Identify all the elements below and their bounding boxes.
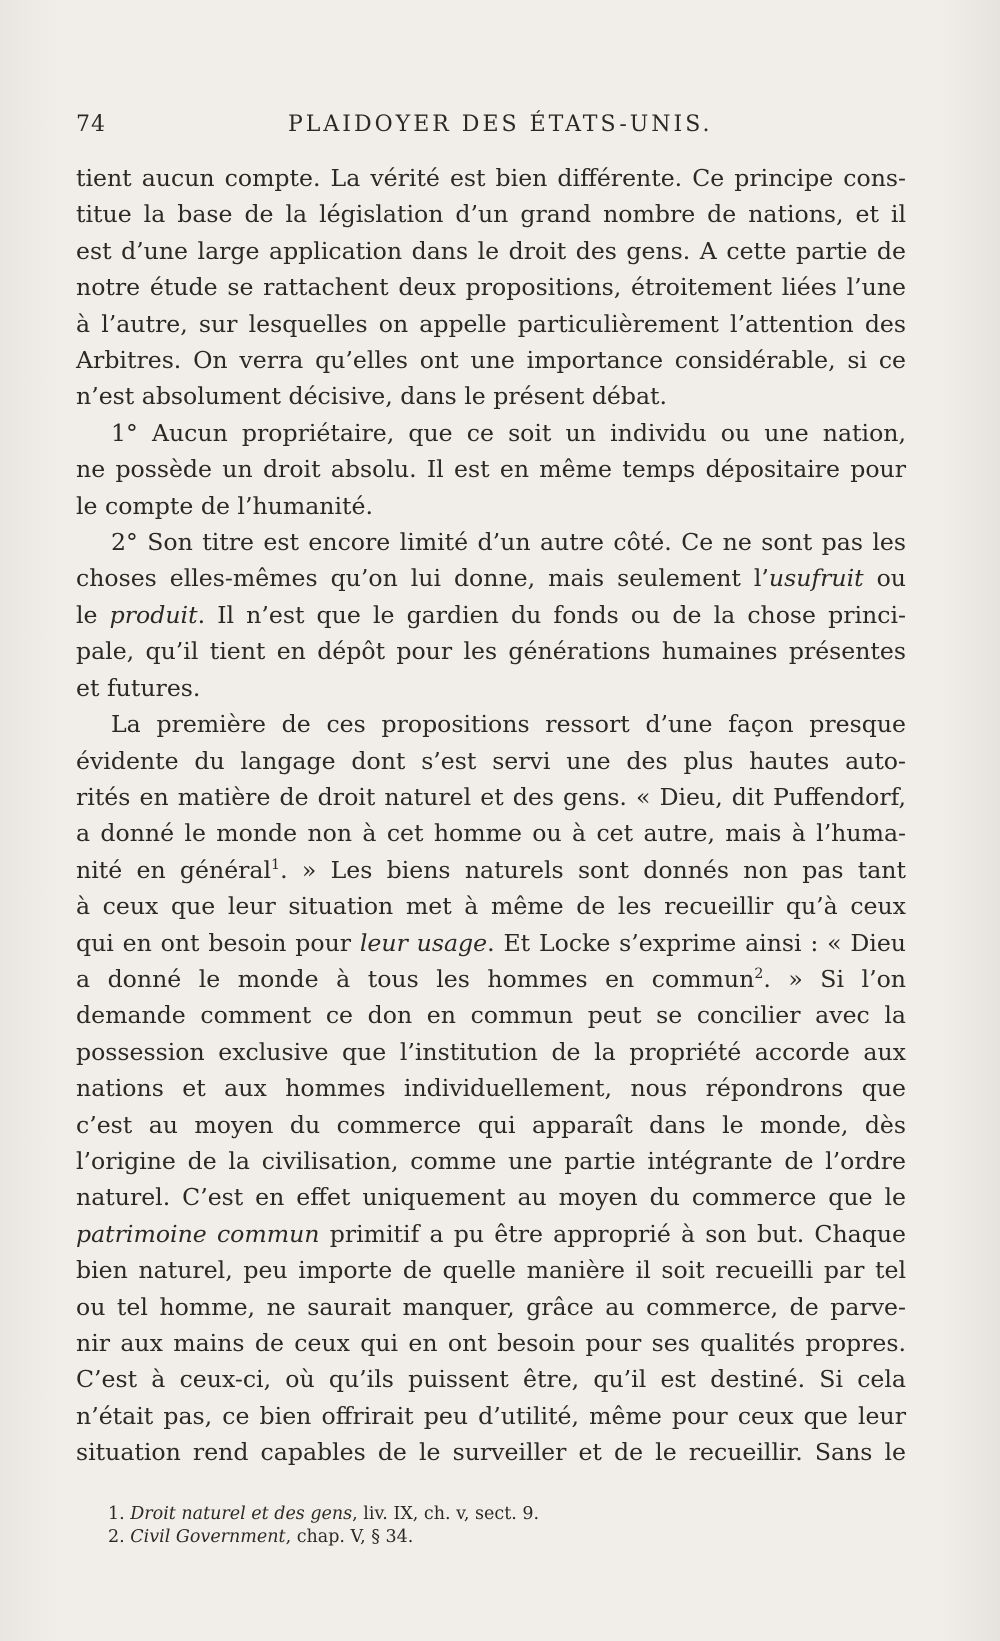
emphasis-leur-usage: leur usage (359, 928, 488, 957)
text-line: évidente du langage dont s’est servi une des plus hautes auto- (76, 746, 906, 775)
text-run: nité en général (76, 855, 272, 884)
text-line: n’est absolument décisive, dans le présent débat. (76, 382, 668, 411)
text-line: situation rend capables de le surveiller et de le recueillir. Sans le (76, 1438, 906, 1467)
footnote-reference: , liv. IX, ch. v, sect. 9. (352, 1504, 540, 1524)
text-run: . » Les biens naturels sont donnés non pas tant (280, 855, 906, 884)
text-run: . » Si l’on (763, 964, 906, 993)
text-line (76, 852, 906, 888)
text-line: demande comment ce don en commun peut se concilier avec la (76, 1001, 906, 1030)
text-run: qui en ont besoin pour (76, 928, 360, 957)
running-head (76, 112, 906, 142)
text-line: La première de ces propositions ressort d’une façon presque (111, 710, 906, 739)
footnote-ref-1: 1 (271, 856, 281, 873)
text-line: c’est au moyen du commerce qui apparaît dans le monde, dès (76, 1110, 906, 1139)
text-line: C’est à ceux-ci, où qu’ils puissent être, qu’il est destiné. Si cela (76, 1365, 906, 1394)
text-line (76, 597, 906, 633)
text-line: le compte de l’humanité. (76, 491, 373, 520)
text-line: et futures. (76, 673, 201, 702)
footnotes (108, 1503, 628, 1549)
text-line: rités en matière de droit naturel et des gens. « Dieu, dit Puffendorf, (76, 782, 906, 811)
text-line: l’origine de la civilisation, comme une partie intégrante de l’ordre (76, 1146, 906, 1175)
text-line: Arbitres. On verra qu’elles ont une importance considérable, si ce (76, 346, 906, 375)
footnote-1 (108, 1503, 628, 1526)
text-line: est d’une large application dans le droit des gens. A cette partie de (76, 236, 906, 265)
text-line (76, 560, 906, 596)
footnote-number: 1. (108, 1504, 125, 1524)
text-run: . Et Locke s’exprime ainsi : « Dieu (487, 928, 906, 957)
text-line: ne possède un droit absolu. Il est en même temps dépositaire pour (76, 455, 906, 484)
emphasis-usufruit: usufruit (768, 564, 864, 593)
text-line: tient aucun compte. La vérité est bien différente. Ce principe cons- (76, 164, 906, 192)
body-text (76, 160, 906, 1471)
text-run: . Il n’est que le gardien du fonds ou de la chose princi- (197, 600, 906, 629)
text-line: naturel. C’est en effet uniquement au moyen du commerce que le (76, 1183, 906, 1212)
text-line (76, 961, 906, 997)
footnote-number: 2. (108, 1527, 125, 1547)
text-line: bien naturel, peu importe de quelle manière il soit recueilli par tel (76, 1256, 906, 1285)
text-run: ou (863, 564, 906, 593)
emphasis-patrimoine-commun: patrimoine commun (76, 1219, 320, 1248)
text-line: à l’autre, sur lesquelles on appelle particulièrement l’attention des (76, 309, 906, 338)
text-line: possession exclusive que l’institution de la propriété accorde aux (76, 1037, 906, 1066)
text-line: nations et aux hommes individuellement, nous répondrons que (76, 1074, 906, 1103)
footnote-reference: , chap. V, § 34. (285, 1527, 414, 1547)
text-line: 2° Son titre est encore limité d’un autre côté. Ce ne sont pas les (111, 528, 906, 557)
text-line (76, 925, 906, 961)
text-run: primitif a pu être approprié à son but. Chaque (319, 1219, 907, 1248)
text-line: 1° Aucun propriétaire, que ce soit un individu ou une nation, (111, 418, 906, 447)
text-line: nir aux mains de ceux qui en ont besoin pour ses qualités propres. (76, 1329, 906, 1357)
text-line: à ceux que leur situation met à même de les recueillir qu’à ceux (76, 892, 906, 921)
text-line: a donné le monde non à cet homme ou à cet autre, mais à l’huma- (76, 819, 906, 848)
footnote-title: Civil Government (130, 1527, 286, 1547)
page-number: 74 (76, 112, 106, 137)
text-line: n’était pas, ce bien offrirait peu d’utilité, même pour ceux que leur (76, 1401, 906, 1430)
text-run: a donné le monde à tous les hommes en commun (76, 964, 755, 993)
footnote-2 (108, 1526, 628, 1549)
text-line: titue la base de la législation d’un grand nombre de nations, et il (76, 200, 906, 229)
text-run: choses elles-mêmes qu’on lui donne, mais seulement l’ (76, 564, 769, 593)
footnote-title: Droit naturel et des gens (130, 1504, 353, 1524)
text-line: notre étude se rattachent deux propositions, étroitement liées l’une (76, 273, 906, 302)
text-run: le (76, 600, 110, 629)
footnote-ref-2: 2 (754, 966, 764, 983)
emphasis-produit: produit (109, 600, 198, 629)
text-line: pale, qu’il tient en dépôt pour les générations humaines présentes (76, 637, 906, 666)
text-line: ou tel homme, ne saurait manquer, grâce au commerce, de parve- (76, 1292, 906, 1321)
text-line (76, 1216, 906, 1252)
running-title: PLAIDOYER DES ÉTATS-UNIS. (288, 112, 713, 137)
